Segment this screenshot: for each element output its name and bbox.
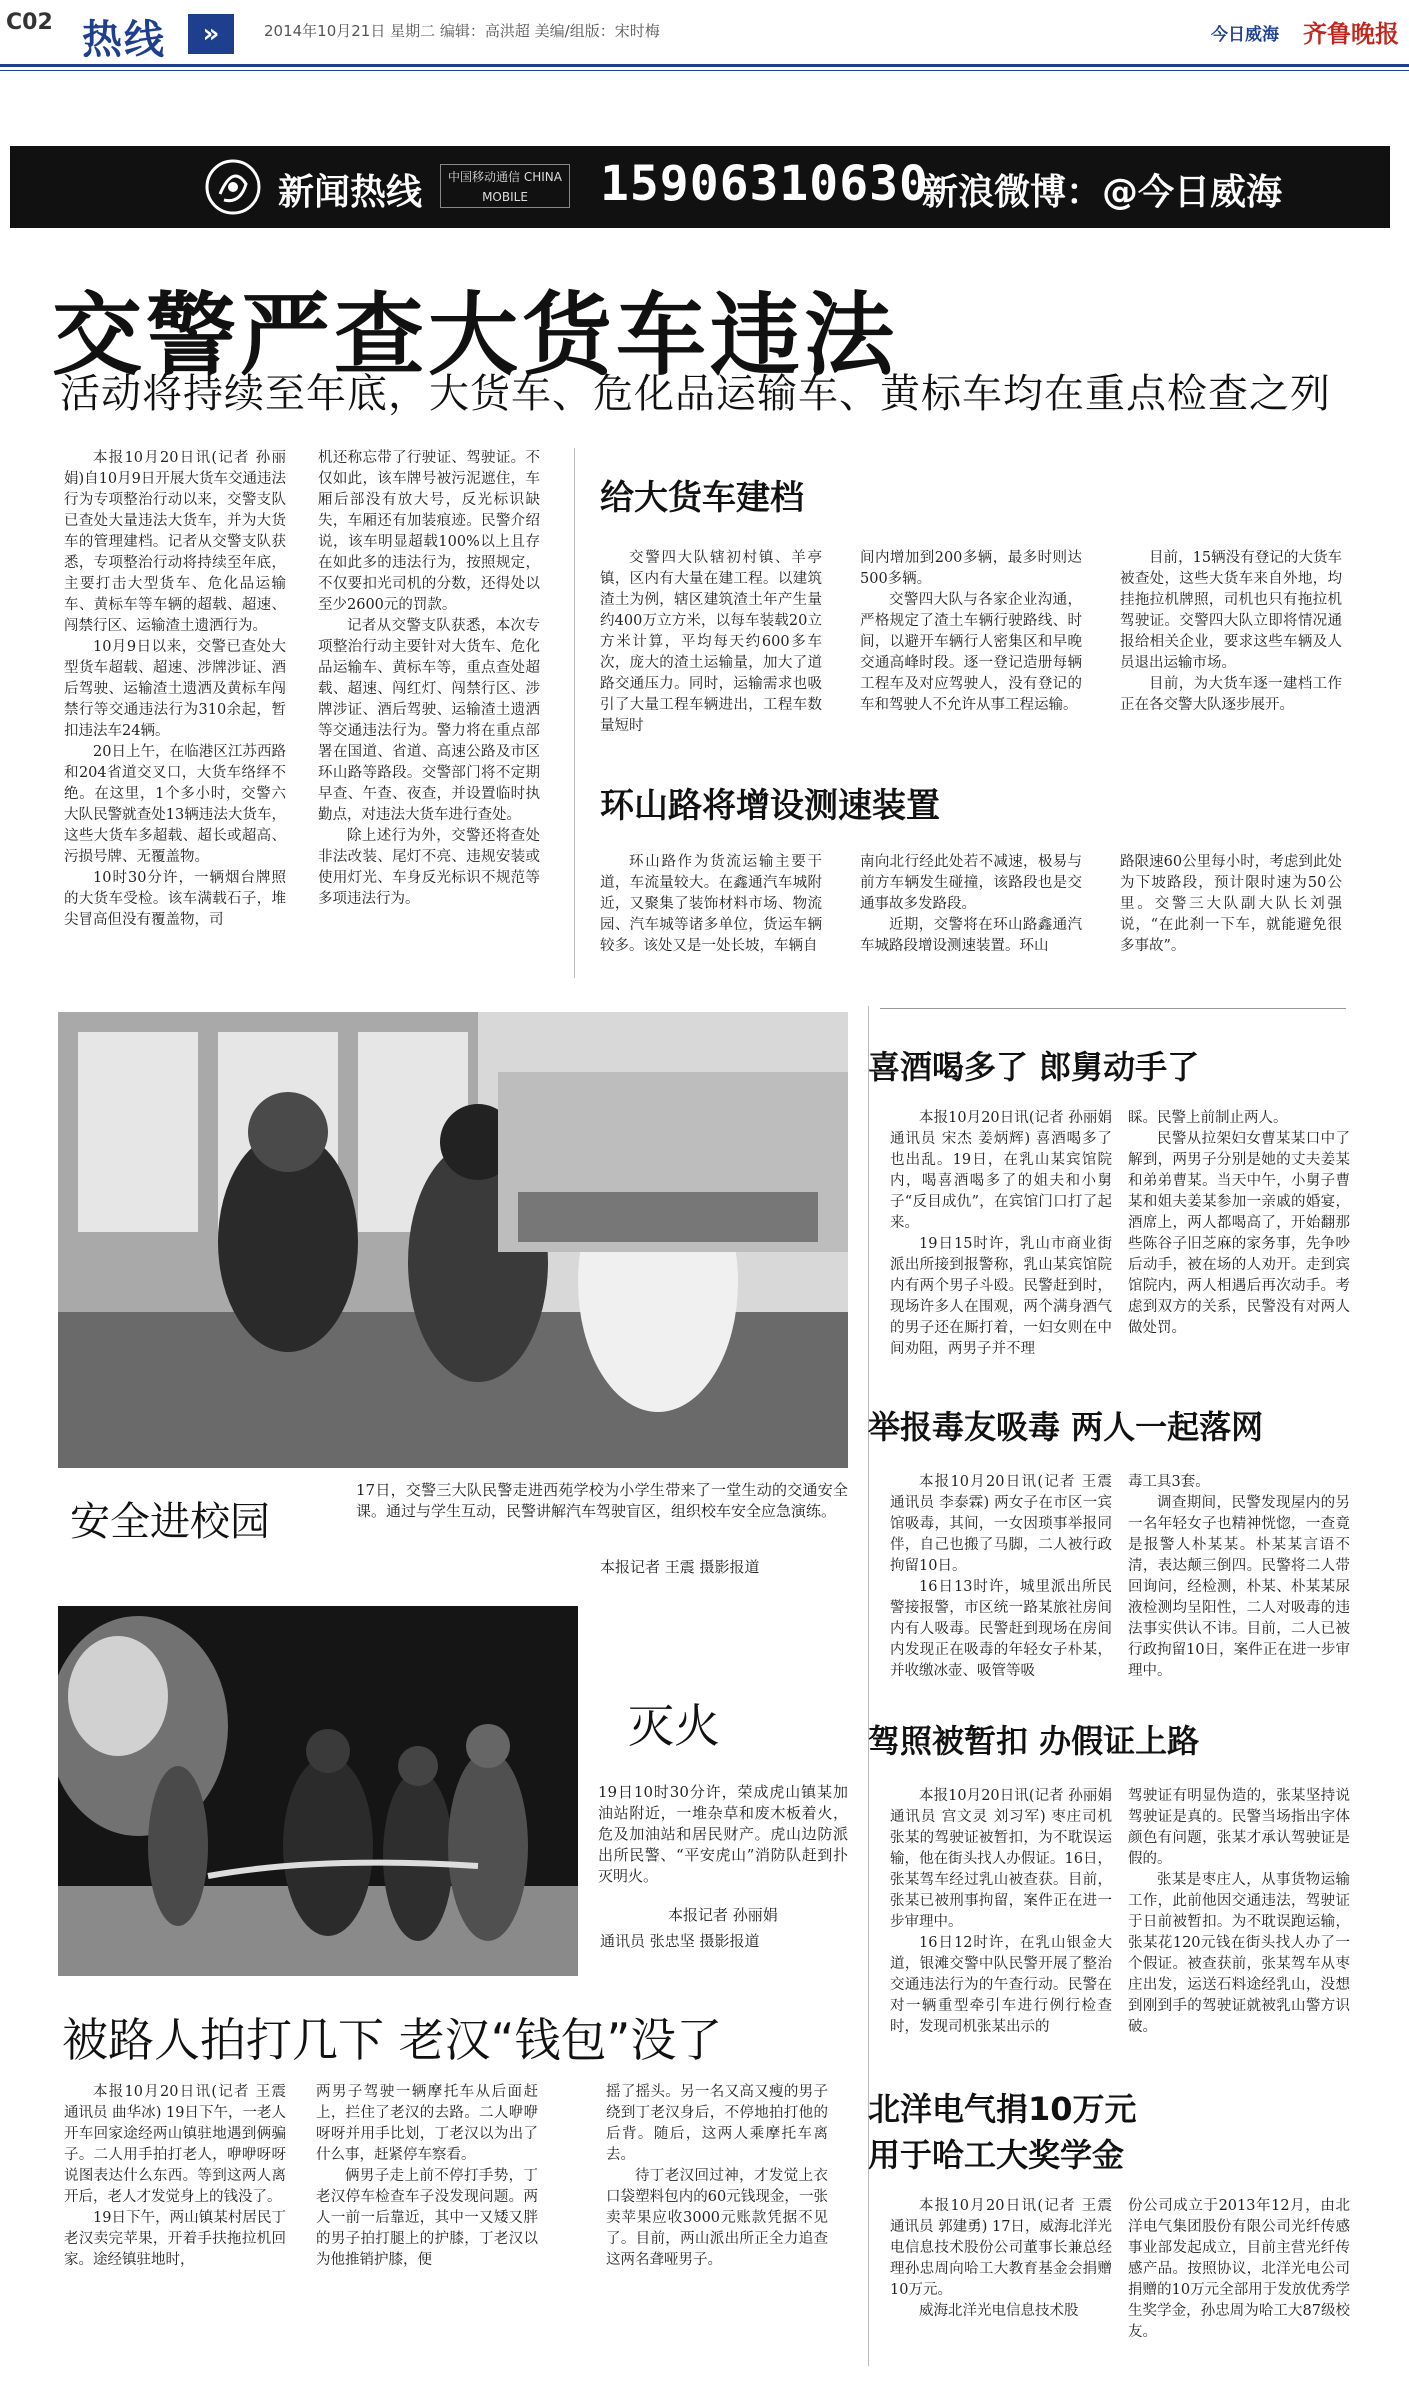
archive-paragraph: 间内增加到200多辆，最多时则达500多辆。 bbox=[860, 550, 1082, 587]
story-divider bbox=[880, 1008, 1346, 1009]
license-paragraph: 张某是枣庄人，从事货物运输工作，此前他因交通违法，驾驶证于日前被暂扣。为不耽误跑运输，张某花120元钱在街头找人办了一个假证。被查获前，张某驾车从枣庄出发，运送石料途经乳山，没想到刚到手的驾驶证就被乳山警方识破。 bbox=[1128, 1872, 1350, 2035]
lead-paragraph: 记者从交警支队获悉，本次专项整治行动主要针对大货车、危化品运输车、黄标车等，重点查处超载、超速、闯红灯、闯禁行区、涉牌涉证、酒后驾驶、运输渣土遗洒等交通违法行为。警力将在重点部署在国道、省道、高速公路及市区环山路等路段。交警部门将不定期早查、午查、夜查，并设置临时执勤点，对违法大货车进行查处。 bbox=[318, 618, 540, 823]
wine-column-1 bbox=[890, 1108, 1112, 1378]
speed-paragraph: 南向北行经此处若不减速，极易与前方车辆发生碰撞，该路段也是交通事故多发路段。 bbox=[860, 854, 1082, 912]
region-label: 今日威海 bbox=[1211, 25, 1279, 45]
hotline-banner bbox=[10, 146, 1390, 228]
lead-paragraph: 机还称忘带了行驶证、驾驶证。不仅如此，该车牌号被污泥遮住，车厢后部没有放大号，反光标识缺失，车厢还有加装痕迹。民警介绍说，该车明显超载100%以上且存在如此多的违法行为，按照规定，不仅要扣光司机的分数，还得处以至少2600元的罚款。 bbox=[318, 450, 540, 613]
banner-title: 新闻热线 bbox=[278, 172, 423, 213]
school-title: 安全进校园 bbox=[70, 1499, 270, 1545]
drug-paragraph: 本报10月20日讯(记者 王震 通讯员 李泰霖) 两女子在市区一宾馆吸毒，其间，一女因琐事举报同伴，自己也搬了马脚，二人被行政拘留10日。 bbox=[890, 1474, 1112, 1574]
archive-column-1 bbox=[600, 548, 822, 738]
license-paragraph: 16日12时许，在乳山银金大道，银滩交警中队民警开展了整治交通违法行为的午查行动。民警在对一辆重型牵引车进行例行检查时，发现司机张某出示的 bbox=[890, 1935, 1112, 2035]
donation-paragraph: 本报10月20日讯(记者 王震 通讯员 郭建勇) 17日，威海北洋光电信息技术股份公司董事长兼总经理孙忠周向哈工大教育基金会捐赠10万元。 bbox=[890, 2198, 1112, 2298]
lead-column-1 bbox=[64, 448, 286, 978]
oldman-paragraph: 摇了摇头。另一名又高又瘦的男子绕到丁老汉身后，不停地拍打他的后背。随后，这两人乘摩托车离去。 bbox=[606, 2084, 828, 2163]
archive-column-2 bbox=[860, 548, 1082, 738]
lead-headline: 交警严查大货车违法 bbox=[52, 282, 898, 388]
drug-paragraph: 毒工具3套。 bbox=[1128, 1474, 1210, 1490]
license-column-2 bbox=[1128, 1786, 1350, 2056]
drug-paragraph: 调查期间，民警发现屋内的另一名年轻女子也精神恍惚，一查竟是报警人朴某某。朴某某言语不清，表达颠三倒四。民警将二人带回询问，经检测，朴某、朴某某尿液检测均呈阳性，二人对吸毒的违法事实供认不讳。目前，二人已被行政拘留10日，案件正在进一步审理中。 bbox=[1128, 1495, 1350, 1679]
speed-paragraph: 环山路作为货流运输主要干道，车流量较大。在鑫通汽车城附近，又聚集了装饰材料市场、物流园、汽车城等诸多单位，货运车辆较多。该处又是一处长坡，车辆自 bbox=[600, 854, 822, 954]
archive-title: 给大货车建档 bbox=[600, 478, 804, 518]
donation-paragraph: 份公司成立于2013年12月，由北洋电气集团股份有限公司光纤传感事业部发起成立，目前主营光纤传感产品。按照协议，北洋光电公司捐赠的10万元全部用于发放优秀学生奖学金，孙忠周为哈工大87级校友。 bbox=[1128, 2198, 1350, 2340]
oldman-title: 被路人拍打几下 老汉“钱包”没了 bbox=[62, 2013, 723, 2067]
wine-paragraph: 19日15时许，乳山市商业街派出所接到报警称，乳山某宾馆院内有两个男子斗殴。民警赶到时，现场许多人在围观，两个满身酒气的男子还在厮打着，一妇女则在中间劝阻，两男子并不理 bbox=[890, 1236, 1112, 1357]
lead-subhead: 活动将持续至年底，大货车、危化品运输车、黄标车均在重点检查之列 bbox=[60, 371, 1331, 417]
weibo-handle: 新浪微博：@今日威海 bbox=[922, 172, 1283, 213]
oldman-paragraph: 两男子驾驶一辆摩托车从后面赶上，拦住了老汉的去路。二人咿咿呀呀并用手比划，丁老汉以为出了什么事，赶紧停车察看。 bbox=[316, 2084, 538, 2163]
lead-column-2 bbox=[318, 448, 540, 978]
lead-paragraph: 20日上午，在临港区江苏西路和204省道交叉口，大货车络绎不绝。在这里，1个多小时，交警六大队民警就查处13辆违法大货车，这些大货车多超载、超长或超高、污损号牌、无覆盖物。 bbox=[64, 744, 286, 865]
masthead-rule-thin bbox=[0, 70, 1409, 71]
lead-paragraph: 本报10月20日讯(记者 孙丽娟)自10月9日开展大货车交通违法行为专项整治行动以来，交警支队已查处大量违法大货车，并为大货车的管理建档。记者从交警支队获悉，专项整治行动将持续至年底，主要打击大型货车、危化品运输车、黄标车等车辆的超载、超速、闯禁行区、运输渣土遗洒行为。 bbox=[64, 450, 286, 634]
oldman-paragraph: 待丁老汉回过神，才发觉上衣口袋塑料包内的60元钱现金，一张卖苹果应收3000元账款凭据不见了。目前，两山派出所正全力追查这两名聋哑男子。 bbox=[606, 2168, 828, 2268]
fire-photo bbox=[58, 1606, 578, 1976]
phone-swirl-icon bbox=[200, 154, 266, 220]
archive-paragraph: 目前，15辆没有登记的大货车被查处，这些大货车来自外地，均挂拖拉机牌照，司机也只有拖拉机驾驶证。交警四大队立即将情况通报给相关企业，要求这些车辆及人员退出运输市场。 bbox=[1120, 550, 1342, 671]
fire-title: 灭火 bbox=[628, 1699, 720, 1753]
oldman-paragraph: 俩男子走上前不停打手势，丁老汉停车检查车子没发现问题。两人一前一后靠近，其中一又矮又胖的男子拍打腿上的护膝，丁老汉以为他推销护膝，便 bbox=[316, 2168, 538, 2268]
license-paragraph: 驾驶证有明显伪造的，张某坚持说驾驶证是真的。民警当场指出字体颜色有问题，张某才承认驾驶证是假的。 bbox=[1128, 1788, 1350, 1867]
donation-title-line1: 北洋电气捐10万元 bbox=[868, 2090, 1137, 2128]
drug-title: 举报毒友吸毒 两人一起落网 bbox=[868, 1408, 1264, 1446]
speed-column-3 bbox=[1120, 852, 1342, 972]
license-paragraph: 本报10月20日讯(记者 孙丽娟 通讯员 宫文灵 刘习军) 枣庄司机张某的驾驶证被暂扣，为不耽误运输，他在街头找人办假证。16日，张某驾车经过乳山被查获。目前，张某已被刑事拘留，案件正在进一步审理中。 bbox=[890, 1788, 1112, 1930]
license-title: 驾照被暂扣 办假证上路 bbox=[868, 1722, 1200, 1760]
fire-caption: 19日10时30分许，荣成虎山镇某加油站附近，一堆杂草和废木板着火，危及加油站和居民财产。虎山边防派出所民警、“平安虎山”消防队赶到扑灭明火。 bbox=[598, 1783, 848, 1885]
fire-credit-reporter: 本报记者 孙丽娟 bbox=[668, 1906, 778, 1924]
archive-paragraph: 目前，为大货车逐一建档工作正在各交警大队逐步展开。 bbox=[1120, 676, 1342, 713]
donation-title-line2: 用于哈工大奖学金 bbox=[868, 2136, 1125, 2174]
school-photo bbox=[58, 1012, 848, 1468]
newspaper-logo: 齐鲁晚报 bbox=[1303, 19, 1399, 48]
lead-paragraph: 10时30分许，一辆烟台牌照的大货车受检。该车满载石子，堆尖冒高但没有覆盖物，司 bbox=[64, 870, 286, 928]
lead-paragraph: 10月9日以来，交警已查处大型货车超载、超速、涉牌涉证、酒后驾驶、运输渣土遗洒及黄标车闯禁行等交通违法行为310余起，暂扣违法车24辆。 bbox=[64, 639, 286, 739]
section-name: 热线 bbox=[82, 17, 166, 63]
fire-credit-correspondent: 通讯员 张忠坚 摄影报道 bbox=[600, 1932, 760, 1950]
column-divider bbox=[574, 448, 575, 978]
page-code: C02 bbox=[6, 10, 53, 35]
archive-paragraph: 交警四大队与各家企业沟通，严格规定了渣土车辆行驶路线、时间，以避开车辆行人密集区和早晚交通高峰时段。逐一登记造册每辆工程车及对应驾驶人，没有登记的车和驾驶人不允许从事工程运输。 bbox=[860, 592, 1082, 713]
edition-meta: 2014年10月21日 星期二 编辑：高洪超 美编/组版：宋时梅 bbox=[264, 22, 660, 40]
speed-paragraph: 近期，交警将在环山路鑫通汽车城路段增设测速装置。环山 bbox=[860, 917, 1082, 954]
hotline-number: 15906310630 bbox=[600, 156, 929, 212]
oldman-column-1 bbox=[64, 2082, 286, 2378]
oldman-column-2 bbox=[316, 2082, 538, 2378]
chevron-right-icon: » bbox=[188, 14, 234, 54]
wine-paragraph: 睬。民警上前制止两人。 bbox=[1128, 1110, 1288, 1126]
oldman-paragraph: 19日下午，两山镇某村居民丁老汉卖完苹果，开着手扶拖拉机回家。途经镇驻地时， bbox=[64, 2210, 286, 2268]
oldman-paragraph: 本报10月20日讯(记者 王震 通讯员 曲华冰) 19日下午，一老人开车回家途经两山镇驻地遇到俩骗子。二人用手拍打老人，咿咿呀呀说图表达什么东西。等到这两人离开后，老人才发觉身上的钱没了。 bbox=[64, 2084, 286, 2205]
drug-column-2 bbox=[1128, 1472, 1350, 1690]
wine-column-2 bbox=[1128, 1108, 1350, 1378]
school-caption: 17日，交警三大队民警走进西苑学校为小学生带来了一堂生动的交通安全课。通过与学生互动，民警讲解汽车驾驶盲区，组织校车安全应急演练。 bbox=[356, 1481, 848, 1520]
wine-paragraph: 本报10月20日讯(记者 孙丽娟 通讯员 宋杰 姜炳辉) 喜酒喝多了也出乱。19日，在乳山某宾馆院内，喝喜酒喝多了的姐夫和小舅子“反目成仇”，在宾馆门口打了起来。 bbox=[890, 1110, 1112, 1231]
donation-column-1 bbox=[890, 2196, 1112, 2376]
lead-paragraph: 除上述行为外，交警还将查处非法改装、尾灯不亮、违规安装或使用灯光、车身反光标识不规范等多项违法行为。 bbox=[318, 828, 540, 907]
fire-photo-image bbox=[58, 1606, 578, 1976]
wine-paragraph: 民警从拉架妇女曹某某口中了解到，两男子分别是她的丈夫姜某和弟弟曹某。当天中午，小舅子曹某和姐夫姜某参加一亲戚的婚宴，酒席上，两人都喝高了，开始翻那些陈谷子旧芝麻的家务事，先争吵后动手，被在场的人劝开。走到宾馆院内，两人相遇后再次动手。考虑到双方的关系，民警没有对两人做处罚。 bbox=[1128, 1131, 1350, 1336]
oldman-column-3 bbox=[606, 2082, 828, 2378]
donation-paragraph: 威海北洋光电信息技术股 bbox=[919, 2303, 1079, 2319]
school-credit: 本报记者 王震 摄影报道 bbox=[600, 1558, 760, 1576]
speed-paragraph: 路限速60公里每小时，考虑到此处为下坡路段，预计限时速为50公里。交警三大队副大队长刘强说，“在此刹一下车，就能避免很多事故”。 bbox=[1120, 854, 1342, 954]
wine-title: 喜酒喝多了 郎舅动手了 bbox=[868, 1048, 1200, 1086]
school-photo-image bbox=[58, 1012, 848, 1468]
drug-column-1 bbox=[890, 1472, 1112, 1690]
masthead-rule bbox=[0, 64, 1409, 67]
speed-column-2 bbox=[860, 852, 1082, 972]
donation-column-2 bbox=[1128, 2196, 1350, 2376]
china-mobile-logo: 中国移动通信 CHINA MOBILE bbox=[440, 164, 570, 208]
archive-paragraph: 交警四大队辖初村镇、羊亭镇，区内有大量在建工程。以建筑渣土为例，辖区建筑渣土年产生量约400万立方米，以每车装载20立方米计算，平均每天约600多车次，庞大的渣土运输量，加大了道路交通压力。同时，运输需求也吸引了大量工程车辆进出，工程车数量短时 bbox=[600, 550, 822, 734]
drug-paragraph: 16日13时许，城里派出所民警接报警，市区统一路某旅社房间内有人吸毒。民警赶到现场在房间内发现正在吸毒的年轻女子朴某，并收缴冰壶、吸管等吸 bbox=[890, 1579, 1112, 1679]
speed-column-1 bbox=[600, 852, 822, 972]
archive-column-3 bbox=[1120, 548, 1342, 738]
speed-title: 环山路将增设测速装置 bbox=[600, 786, 940, 826]
license-column-1 bbox=[890, 1786, 1112, 2056]
